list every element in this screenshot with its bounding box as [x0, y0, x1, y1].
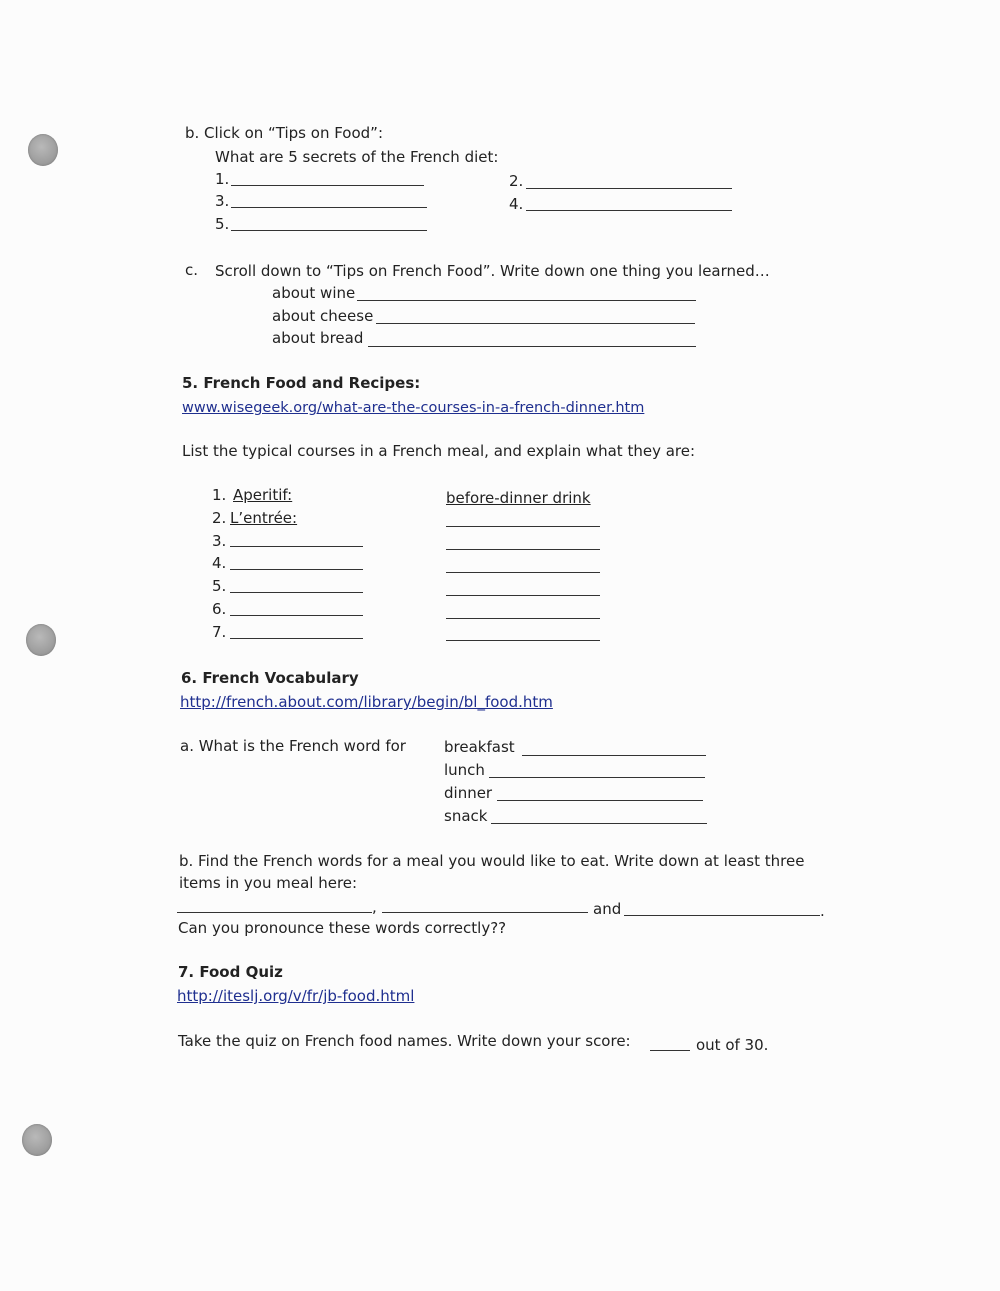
section-6-title: 6. French Vocabulary [181, 669, 359, 687]
dinner-line[interactable] [497, 800, 703, 801]
section-6-link[interactable]: http://french.about.com/library/begin/bl_food.htm [180, 693, 553, 711]
course-answer-line-3[interactable] [446, 549, 600, 550]
meal-item-line-3[interactable] [624, 915, 820, 916]
course-number-1: 1. [212, 486, 227, 504]
binder-hole-bottom [22, 1124, 52, 1156]
course-number-6: 6. [212, 600, 227, 618]
section-6a-question: a. What is the French word for [180, 737, 406, 755]
dinner-label: dinner [444, 784, 493, 802]
about-bread-label: about bread [272, 329, 364, 347]
course-name-line-4[interactable] [230, 569, 363, 570]
course-name-line-3[interactable] [230, 546, 363, 547]
secret-answer-line-2[interactable] [526, 188, 732, 189]
binder-hole-middle [26, 624, 56, 656]
section-7-link[interactable]: http://iteslj.org/v/fr/jb-food.html [177, 987, 415, 1005]
section-6b-question-line2: items in you meal here: [179, 874, 358, 892]
secret-answer-line-3[interactable] [231, 207, 427, 208]
about-bread-line[interactable] [368, 346, 696, 347]
course-name-line-6[interactable] [230, 615, 363, 616]
breakfast-line[interactable] [522, 755, 706, 756]
section-6b-question-line1: b. Find the French words for a meal you would like to eat. Write down at least three [179, 852, 805, 870]
about-wine-line[interactable] [357, 300, 696, 301]
section-b-label: b. Click on “Tips on Food”: [185, 124, 384, 142]
secret-number-2: 2. [509, 172, 524, 190]
section-c-text: Scroll down to “Tips on French Food”. Write down one thing you learned… [215, 262, 770, 280]
section-5-link[interactable]: www.wisegeek.org/what-are-the-courses-in-a-french-dinner.htm [182, 400, 645, 416]
secret-number-4: 4. [509, 195, 524, 213]
quiz-score-line[interactable] [650, 1050, 690, 1051]
course-answer-line-6[interactable] [446, 618, 600, 619]
course-name-2: L’entrée: [230, 509, 298, 527]
quiz-out-of: out of 30. [696, 1036, 769, 1054]
meal-item-line-1[interactable] [177, 912, 372, 913]
course-answer-line-4[interactable] [446, 572, 600, 573]
secret-number-1: 1. [215, 170, 230, 188]
course-name-line-7[interactable] [230, 638, 363, 639]
section-b-question: What are 5 secrets of the French diet: [215, 148, 499, 166]
about-cheese-line[interactable] [376, 323, 695, 324]
course-number-2: 2. [212, 509, 227, 527]
course-number-3: 3. [212, 532, 227, 550]
course-answer-1: before-dinner drink [446, 489, 591, 507]
pronounce-question: Can you pronounce these words correctly?? [178, 919, 507, 937]
breakfast-label: breakfast [444, 738, 515, 756]
snack-line[interactable] [491, 823, 707, 824]
course-answer-line-5[interactable] [446, 595, 600, 596]
section-7-prompt: Take the quiz on French food names. Write down your score: [178, 1032, 631, 1050]
course-name-line-5[interactable] [230, 592, 363, 593]
section-5-prompt: List the typical courses in a French meal, and explain what they are: [182, 442, 696, 460]
course-answer-line-7[interactable] [446, 640, 600, 641]
snack-label: snack [444, 807, 488, 825]
lunch-line[interactable] [489, 777, 705, 778]
course-number-4: 4. [212, 554, 227, 572]
section-c-label: c. [185, 261, 199, 279]
secret-answer-line-5[interactable] [231, 230, 427, 231]
binder-hole-top [28, 134, 58, 166]
section-5-title: 5. French Food and Recipes: [182, 374, 421, 392]
meal-item-period: . [820, 902, 825, 920]
course-name-1: Aperitif: [233, 486, 293, 504]
meal-item-comma: , [372, 898, 377, 916]
course-answer-line-2[interactable] [446, 526, 600, 527]
about-wine-label: about wine [272, 284, 356, 302]
section-7-title: 7. Food Quiz [178, 963, 283, 981]
about-cheese-label: about cheese [272, 307, 374, 325]
meal-item-line-2[interactable] [382, 912, 588, 913]
secret-number-5: 5. [215, 215, 230, 233]
course-number-7: 7. [212, 623, 227, 641]
course-number-5: 5. [212, 577, 227, 595]
secret-answer-line-4[interactable] [526, 210, 732, 211]
lunch-label: lunch [444, 761, 485, 779]
meal-item-and: and [593, 900, 622, 918]
secret-number-3: 3. [215, 192, 230, 210]
secret-answer-line-1[interactable] [231, 185, 424, 186]
